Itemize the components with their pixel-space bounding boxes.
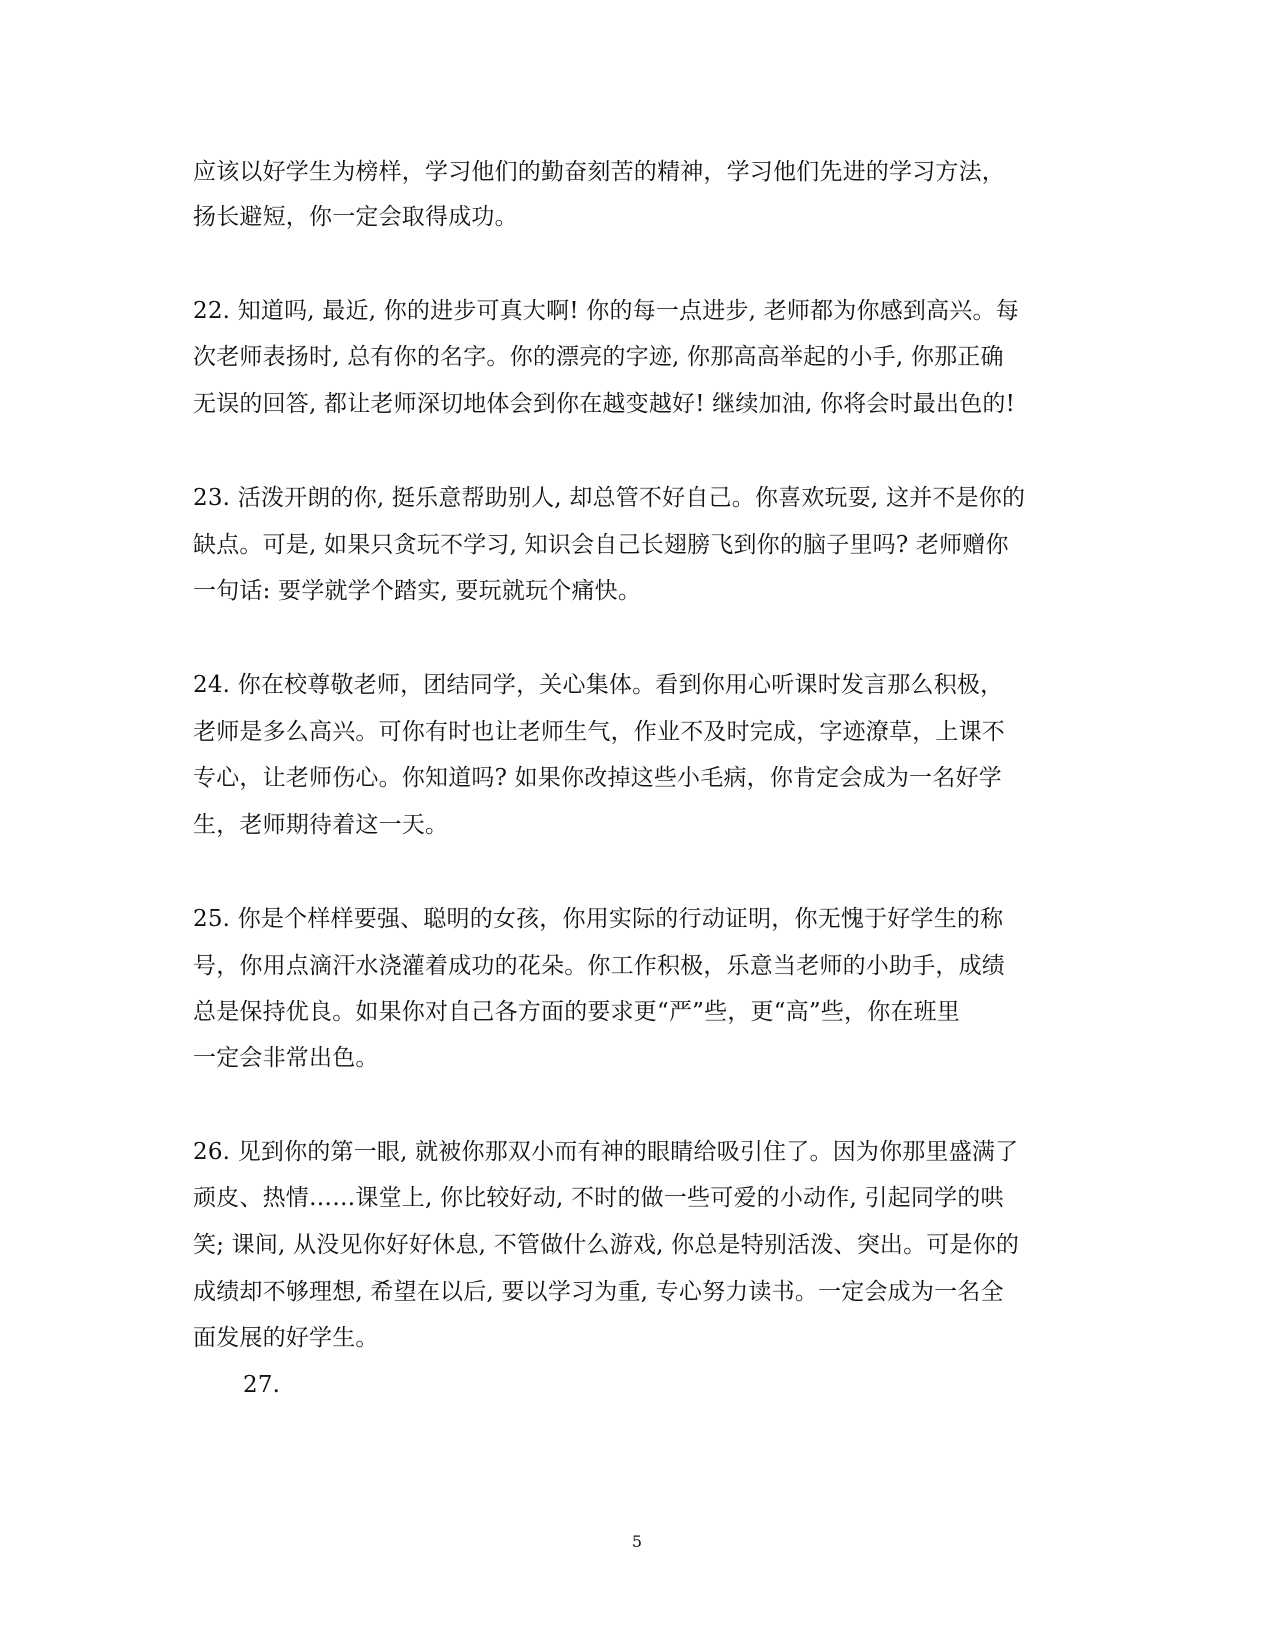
text-line: 25. 你是个样样要强、聪明的女孩，你用实际的行动证明，你无愧于好学生的称 (193, 906, 1004, 932)
text-line: 笑; 课间, 从没见你好好休息, 不管做什么游戏, 你总是特别活泼、突出。可是你的 (193, 1232, 1020, 1258)
text-line: 一定会非常出色。 (193, 1045, 379, 1071)
text-line: 扬长避短，你一定会取得成功。 (193, 204, 518, 230)
text-line: 应该以好学生为榜样，学习他们的勤奋刻苦的精神，学习他们先进的学习方法， (193, 159, 1005, 185)
page-number: 5 (631, 1532, 643, 1551)
text-line: 次老师表扬时, 总有你的名字。你的漂亮的字迹, 你那高高举起的小手, 你那正确 (193, 344, 1004, 370)
text-line: 无误的回答, 都让老师深切地体会到你在越变越好! 继续加油, 你将会时最出色的! (193, 391, 1016, 417)
text-line: 缺点。可是, 如果只贪玩不学习, 知识会自己长翅膀飞到你的脑子里吗? 老师赠你 (193, 532, 1009, 558)
text-line: 生，老师期待着这一天。 (193, 812, 449, 838)
text-line: 22. 知道吗, 最近, 你的进步可真大啊! 你的每一点进步, 老师都为你感到高兴。每 (193, 298, 1019, 324)
text-line: 27. (243, 1372, 281, 1398)
text-line: 23. 活泼开朗的你, 挺乐意帮助别人, 却总管不好自己。你喜欢玩耍, 这并不是你的 (193, 485, 1026, 511)
text-line: 26. 见到你的第一眼, 就被你那双小而有神的眼睛给吸引住了。因为你那里盛满了 (193, 1139, 1019, 1165)
text-line: 面发展的好学生。 (193, 1325, 379, 1351)
text-line: 专心，让老师伤心。你知道吗? 如果你改掉这些小毛病，你肯定会成为一名好学 (193, 765, 1002, 791)
text-line: 总是保持优良。如果你对自己各方面的要求更“严”些，更“高”些，你在班里 (193, 999, 961, 1025)
text-line: 号，你用点滴汗水浇灌着成功的花朵。你工作积极，乐意当老师的小助手，成绩 (193, 953, 1005, 979)
text-line: 老师是多么高兴。可你有时也让老师生气，作业不及时完成，字迹潦草，上课不 (193, 719, 1005, 745)
text-line: 顽皮、热情……课堂上, 你比较好动, 不时的做一些可爱的小动作, 引起同学的哄 (193, 1185, 1004, 1211)
text-line: 24. 你在校尊敬老师，团结同学，关心集体。看到你用心听课时发言那么积极， (193, 672, 1004, 698)
text-line: 一句话: 要学就学个踏实, 要玩就玩个痛快。 (193, 578, 642, 604)
text-line: 成绩却不够理想, 希望在以后, 要以学习为重, 专心努力读书。一定会成为一名全 (193, 1279, 1004, 1305)
